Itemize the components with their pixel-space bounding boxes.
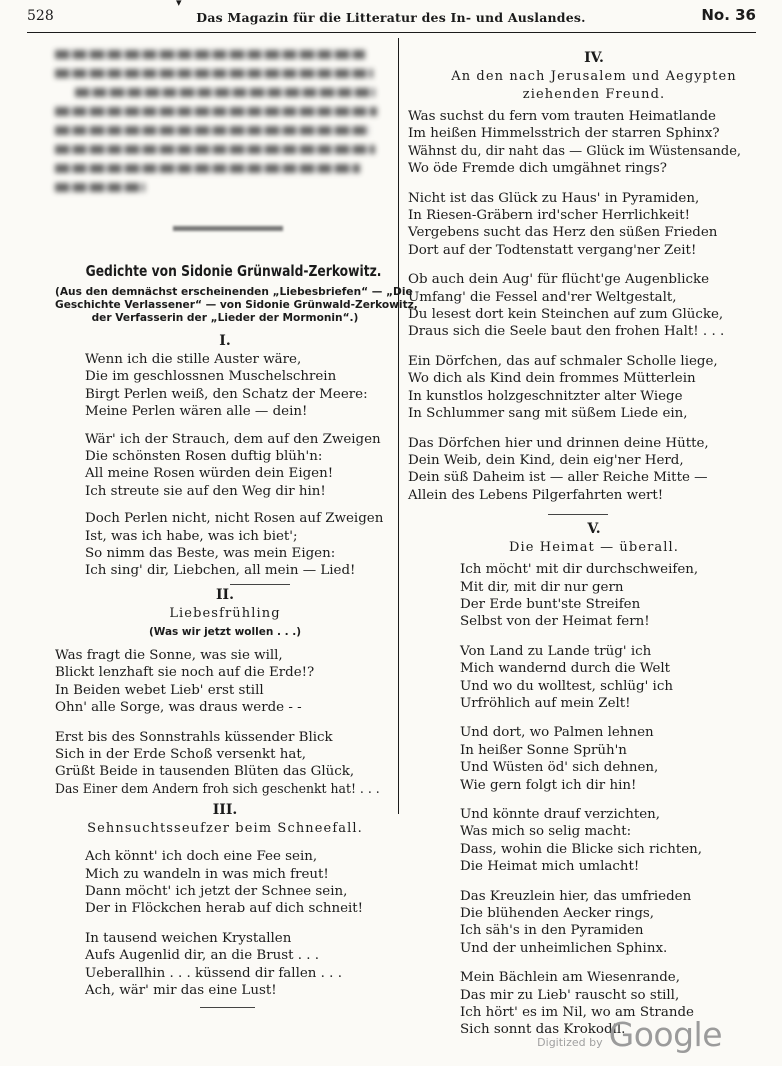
- verse-line: Sich in der Erde Schoß versenkt hat,: [55, 746, 306, 762]
- verse-line: Nicht ist das Glück zu Haus' in Pyramiden,: [408, 190, 700, 206]
- poem-note: (Was wir jetzt wollen . . .): [148, 625, 302, 638]
- verse-line: Dein Weib, dein Kind, dein eig'ner Herd,: [408, 452, 684, 468]
- verse-line: In Beiden webet Lieb' erst still: [55, 682, 264, 698]
- stanza: [460, 561, 780, 631]
- verse-line: Du lesest dort kein Steinchen auf zum Glücke,: [408, 307, 724, 323]
- issue-number: No. 36: [701, 6, 756, 24]
- verse-line: Aufs Augenlid dir, an die Brust . . .: [85, 948, 320, 964]
- blurred-text-block: [55, 50, 390, 210]
- google-logo: Google: [608, 1015, 722, 1054]
- subtitle-line: Geschichte Verlassener“ — von Sidonie Grünwald-Zerkowitz,: [55, 299, 418, 311]
- verse-line: Meine Perlen wären alle — dein!: [85, 404, 308, 420]
- poem-5: [460, 561, 780, 1039]
- right-column: [408, 48, 780, 1039]
- verse-line: Mein Bächlein am Wiesenrande,: [460, 970, 680, 986]
- poem-numeral: I.: [219, 333, 231, 349]
- verse-line: Was fragt die Sonne, was sie will,: [55, 647, 283, 663]
- poem-heading-line: ziehenden Freund.: [522, 87, 666, 102]
- stanza: [85, 351, 395, 421]
- verse-line: Blickt lenzhaft sie noch auf die Erde!?: [55, 665, 315, 681]
- verse-line: Selbst von der Heimat fern!: [460, 614, 650, 630]
- poem-heading: Die Heimat — überall.: [508, 540, 680, 556]
- poem-numeral: V.: [587, 521, 601, 538]
- verse-line: Vergebens sucht das Herz den süßen Frieden: [408, 225, 718, 241]
- print-mark: ▾: [176, 0, 182, 9]
- verse-line: Ist, was ich habe, was ich biet';: [85, 528, 298, 544]
- verse-line: Das Dörfchen hier und drinnen deine Hütte,: [408, 435, 709, 451]
- verse-line: Und Wüsten öd' sich dehnen,: [460, 760, 659, 776]
- verse-line: So nimm das Beste, was mein Eigen:: [85, 546, 336, 562]
- stanza: [408, 271, 780, 341]
- verse-line: Ein Dörfchen, das auf schmaler Scholle liege,: [408, 353, 718, 369]
- verse-line: Umfang' die Fessel and'rer Weltgestalt,: [408, 289, 677, 305]
- verse-line: Der Erde bunt'ste Streifen: [460, 596, 641, 612]
- verse-line: Was suchst du fern vom trauten Heimatlande: [408, 109, 716, 124]
- verse-line: Dann möcht' ich jetzt der Schnee sein,: [85, 883, 348, 899]
- verse-line: Ich sing' dir, Liebchen, all mein — Lied!: [85, 563, 356, 579]
- verse-line: Dein süß Daheim ist — aller Reiche Mitte —: [408, 470, 708, 486]
- verse-line: Allein des Lebens Pilgerfahrten wert!: [408, 487, 664, 503]
- verse-line: Ach könnt' ich doch eine Fee sein,: [85, 849, 318, 865]
- column-divider: [398, 38, 399, 814]
- poem-heading: Sehnsuchtsseufzer beim Schneefall.: [87, 821, 363, 837]
- verse-line: Wo dich als Kind dein frommes Mütterlein: [408, 371, 696, 387]
- verse-line: Wo öde Fremde dich umgähnet rings?: [408, 161, 667, 177]
- verse-line: Wähnst du, dir naht das — Glück im Wüstensande,: [408, 143, 742, 159]
- poem-numeral: II.: [216, 586, 234, 603]
- verse-line: In tausend weichen Krystallen: [85, 930, 292, 946]
- verse-line: Was mich so selig macht:: [460, 824, 632, 840]
- poem-numeral: III.: [212, 802, 238, 819]
- poem-3: [85, 848, 395, 999]
- verse-line: Der in Flöckchen herab auf dich schneit!: [85, 901, 364, 917]
- verse-line: Ohn' alle Sorge, was draus werde - -: [55, 700, 302, 716]
- running-title: Das Magazin für die Litteratur des In- und Auslandes.: [196, 10, 586, 25]
- verse-line: Urfröhlich auf mein Zelt!: [460, 695, 631, 711]
- verse-line: Doch Perlen nicht, nicht Rosen auf Zweigen: [85, 511, 384, 527]
- collection-subtitle: [55, 286, 418, 325]
- verse-line: Wär' ich der Strauch, dem auf den Zweigen: [85, 431, 381, 447]
- verse-line: Birgt Perlen weiß, den Schatz der Meere:: [85, 386, 368, 402]
- verse-line: Ich säh's in den Pyramiden: [460, 923, 644, 939]
- poem-heading: Liebesfrühling: [169, 605, 281, 621]
- verse-line: In Riesen-Gräbern ird'scher Herrlichkeit!: [408, 208, 690, 224]
- stanza: [460, 806, 780, 876]
- verse-line: In heißer Sonne Sprüh'n: [460, 742, 627, 758]
- poem-separator: [548, 514, 608, 515]
- verse-line: Erst bis des Sonnstrahls küssender Blick: [55, 729, 333, 745]
- poem-1: [85, 351, 395, 580]
- section-rule: [173, 226, 283, 231]
- verse-line: Dort auf der Todtenstatt vergang'ner Zeit!: [408, 242, 697, 258]
- stanza: [85, 848, 395, 918]
- stanza: [408, 108, 780, 178]
- digitized-watermark: [537, 1015, 722, 1054]
- verse-line: Wenn ich die stille Auster wäre,: [85, 352, 302, 367]
- stanza: [460, 888, 780, 958]
- subtitle-line: (Aus den demnächst erscheinenden „Liebesbriefen“ — „Die: [55, 286, 413, 298]
- verse-line: Draus sich die Seele baut den frohen Halt! . . .: [408, 324, 725, 340]
- stanza: [408, 190, 780, 260]
- poem-2: [55, 647, 395, 798]
- page-number: 528: [27, 8, 54, 24]
- verse-line: Von Land zu Lande trüg' ich: [460, 643, 652, 659]
- verse-line: Im heißen Himmelsstrich der starren Sphinx?: [408, 126, 720, 142]
- verse-line: Das Einer dem Andern froh sich geschenkt hat! . . .: [55, 781, 380, 797]
- verse-line: Mit dir, mit dir nur gern: [460, 579, 624, 595]
- verse-line: All meine Rosen würden dein Eigen!: [85, 466, 334, 482]
- verse-line: Wie gern folgt ich dir hin!: [460, 777, 637, 793]
- verse-line: Grüßt Beide in tausenden Blüten das Glück,: [55, 764, 355, 780]
- stanza: [460, 643, 780, 713]
- poem-separator: [200, 1007, 255, 1008]
- verse-line: In Schlummer sang mit süßem Liede ein,: [408, 406, 688, 422]
- header-rule: [27, 32, 756, 33]
- stanza: [460, 724, 780, 794]
- verse-line: Ob auch dein Aug' für flücht'ge Augenblicke: [408, 272, 710, 288]
- stanza: [85, 930, 395, 1000]
- verse-line: Ich möcht' mit dir durchschweifen,: [460, 562, 699, 578]
- stanza: [55, 647, 395, 717]
- verse-line: Ich hört' es im Nil, wo am Strande: [460, 1005, 694, 1021]
- verse-line: Und wo du wolltest, schlüg' ich: [460, 678, 673, 694]
- verse-line: Und könnte drauf verzichten,: [460, 807, 661, 822]
- verse-line: Mich zu wandeln in was mich freut!: [85, 866, 329, 882]
- verse-line: Ich streute sie auf den Weg dir hin!: [85, 483, 326, 499]
- verse-line: Die schönsten Rosen duftig blüh'n:: [85, 449, 323, 465]
- poem-heading-line: An den nach Jerusalem und Aegypten: [451, 69, 737, 84]
- subtitle-line: der Verfasserin der „Lieder der Mormonin“.): [91, 312, 359, 324]
- verse-line: Dass, wohin die Blicke sich richten,: [460, 841, 703, 857]
- stanza: [408, 435, 780, 505]
- verse-line: Die Heimat mich umlacht!: [460, 859, 640, 875]
- verse-line: Und der unheimlichen Sphinx.: [460, 940, 668, 956]
- watermark-prefix: Digitized by: [537, 1036, 603, 1049]
- stanza: [55, 729, 395, 799]
- poem-numeral: IV.: [584, 50, 604, 66]
- verse-line: Mich wandernd durch die Welt: [460, 661, 671, 677]
- verse-line: Die im geschlossnen Muschelschrein: [85, 369, 337, 385]
- verse-line: In kunstlos holzgeschnitzter alter Wiege: [408, 388, 683, 404]
- verse-line: Ach, wär' mir das eine Lust!: [85, 982, 277, 998]
- left-column: [55, 262, 418, 1008]
- collection-title: Gedichte von Sidonie Grünwald-Zerkowitz.: [85, 262, 382, 280]
- verse-line: Das Kreuzlein hier, das umfrieden: [460, 888, 692, 904]
- verse-line: Und dort, wo Palmen lehnen: [460, 725, 654, 741]
- stanza: [408, 353, 780, 423]
- stanza: [85, 510, 395, 580]
- verse-line: Die blühenden Aecker rings,: [460, 906, 655, 922]
- verse-line: Das mir zu Lieb' rauscht so still,: [460, 987, 680, 1003]
- poem-4: [408, 108, 780, 504]
- verse-line: Sich sonnt das Krokodil.: [460, 1022, 626, 1038]
- stanza: [85, 431, 395, 501]
- verse-line: Ueberallhin . . . küssend dir fallen . . .: [85, 965, 342, 981]
